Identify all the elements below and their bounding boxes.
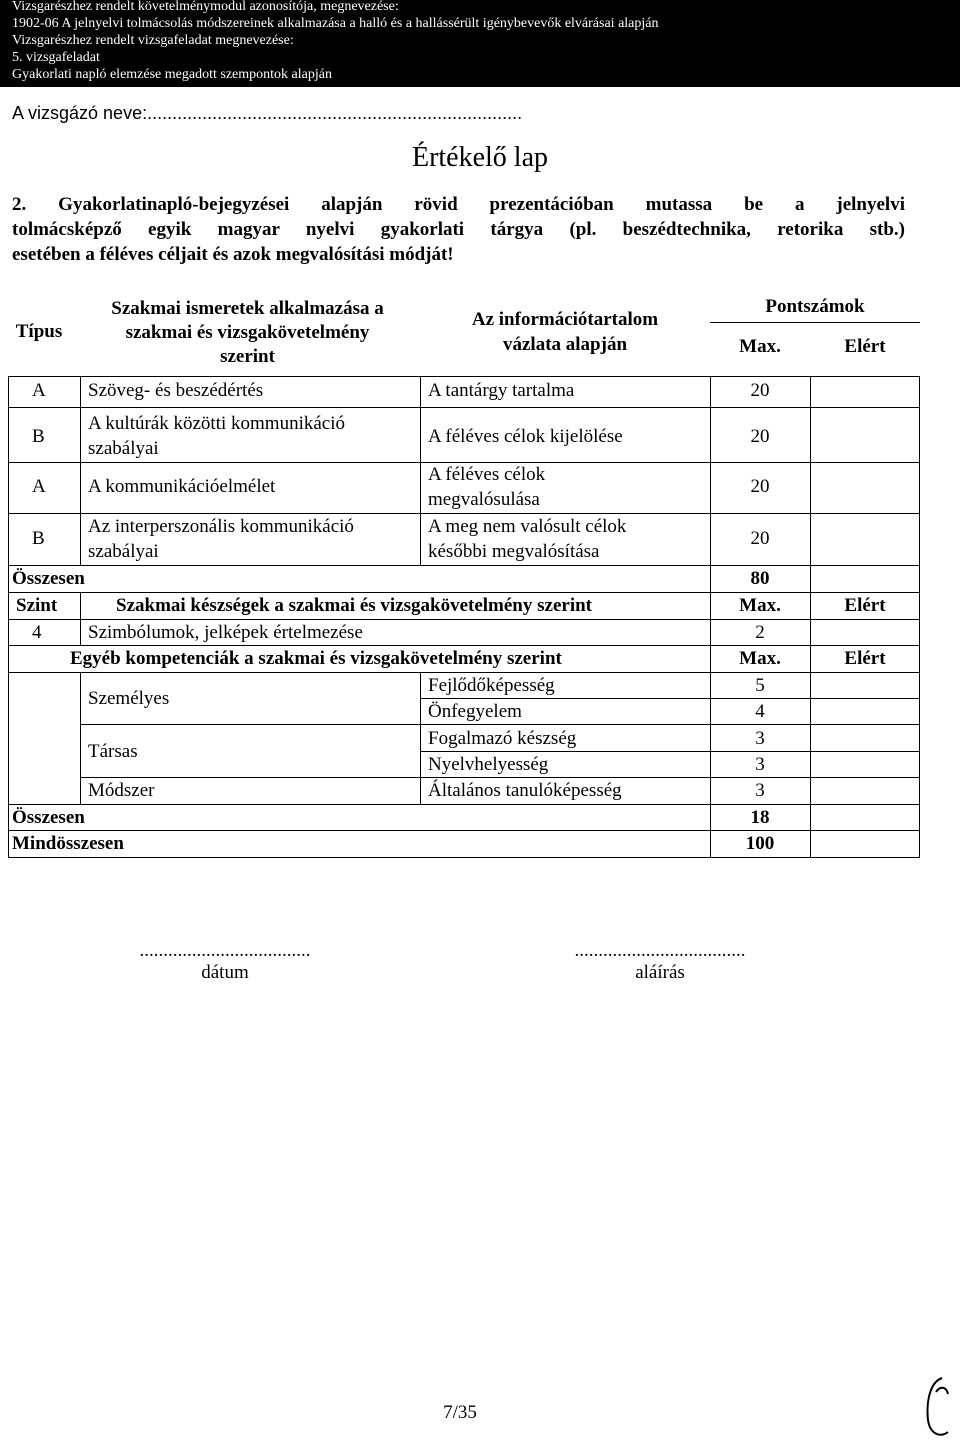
competency-max: 3 [755,754,765,775]
table-rule [420,698,920,699]
table-rule [80,672,81,804]
competency-max: 3 [755,728,765,749]
date-label: dátum [201,962,249,983]
subtotal-label: Összesen [12,568,85,589]
table-rule [8,565,920,566]
table-rule [80,724,920,725]
col-header-max: Max. [739,336,781,357]
subtotal-max: 18 [750,807,770,828]
col-header-info-line: Az információtartalom [471,309,659,330]
table-rule [8,619,920,620]
task-line: 2. Gyakorlatinapló-bejegyzései alapján rövid prezentációban mutassa be a jelnyelvi [12,194,905,215]
competency-group: Társas [88,741,138,762]
row-type: A [32,380,46,401]
skills-level: 4 [32,622,42,643]
row-info: A meg nem valósult célok [428,516,627,537]
other-achieved-header: Elért [844,648,886,669]
skills-level-header: Szint [16,595,58,616]
table-rule [8,513,920,514]
task-line: tolmácsképző egyik magyar nyelvi gyakorlati tárgya (pl. beszédtechnika, retorika stb.) [12,219,905,240]
competency-item: Fejlődőképesség [428,675,555,696]
header-line: Gyakorlati napló elemzése megadott szempontok alapján [12,67,332,82]
table-rule [420,672,421,804]
row-type: B [32,528,45,549]
header-line: Vizsgarészhez rendelt vizsgafeladat megnevezése: [12,33,294,48]
row-skill: szabályai [88,541,159,562]
col-header-skills-line: szakmai és vizsgakövetelmény [125,322,370,343]
skills-achieved-header: Elért [844,595,886,616]
table-rule [919,376,920,858]
row-max: 20 [750,476,770,497]
candidate-name-line: A vizsgázó neve:........................................................................... [12,103,523,123]
table-rule [810,376,811,858]
signature-dots: .................................... [574,940,746,961]
competency-max: 3 [755,780,765,801]
row-info: A tantárgy tartalma [428,380,575,401]
page-number: 7/35 [443,1402,477,1423]
col-header-skills-line: Szakmai ismeretek alkalmazása a [111,298,384,319]
header-line: Vizsgarészhez rendelt követelménymodul azonosítója, megnevezése: [12,0,399,14]
row-skill: Az interperszonális kommunikáció [88,516,354,537]
col-header-points: Pontszámok [765,296,865,317]
col-header-info-line: vázlata alapján [502,334,628,355]
table-rule [8,645,920,646]
row-skill: Szöveg- és beszédértés [88,380,264,401]
table-rule [8,857,920,858]
competency-item: Fogalmazó készség [428,728,577,749]
row-max: 20 [750,426,770,447]
header-line: 1902-06 A jelnyelvi tolmácsolás módszereinek alkalmazása a halló és a hallássérült igénybevevők elvárásai alapján [12,16,659,31]
table-rule [420,376,421,565]
table-rule [8,376,9,858]
row-skill: szabályai [88,438,159,459]
row-info: A féléves célok kijelölése [428,426,623,447]
row-info: későbbi megvalósítása [428,541,600,562]
table-rule [8,672,920,673]
signature-label: aláírás [635,962,685,983]
table-rule [8,407,920,408]
other-max-header: Max. [739,648,781,669]
table-rule [8,592,920,593]
handwritten-signature-icon [918,1372,958,1442]
task-line: esetében a féléves céljait és azok megvalósítási módját! [12,244,454,265]
date-dots: .................................... [139,940,311,961]
competency-item: Önfegyelem [428,701,522,722]
col-header-achieved: Elért [844,336,886,357]
table-rule [710,376,711,858]
task-description [12,192,905,267]
table-rule [8,804,920,805]
competency-max: 5 [755,675,765,696]
row-type: B [32,426,45,447]
other-title-header: Egyéb kompetenciák a szakmai és vizsgakövetelmény szerint [70,648,562,669]
row-info: A féléves célok [428,464,546,485]
row-type: A [32,476,46,497]
document-header [0,0,960,87]
row-max: 20 [750,380,770,401]
total-label: Mindösszesen [12,833,124,854]
subtotal-max: 80 [750,568,770,589]
table-rule [8,830,920,831]
table-rule [8,376,920,377]
skills-max-header: Max. [739,595,781,616]
competency-item: Általános tanulóképesség [428,780,622,801]
header-line: 5. vizsgafeladat [12,50,100,65]
row-max: 20 [750,528,770,549]
competency-max: 4 [755,701,765,722]
table-rule [8,462,920,463]
table-rule [80,376,81,565]
col-header-type: Típus [15,321,63,342]
table-rule [420,751,920,752]
skills-max: 2 [755,622,765,643]
row-skill: A kultúrák közötti kommunikáció [88,413,345,434]
total-max: 100 [745,833,775,854]
row-info: megvalósulása [428,489,540,510]
skills-title-header: Szakmai készségek a szakmai és vizsgakövetelmény szerint [116,595,592,616]
competency-group: Személyes [88,688,170,709]
col-header-skills-line: szerint [220,346,275,367]
skills-label: Szimbólumok, jelképek értelmezése [88,622,363,643]
table-rule [80,777,920,778]
table-rule [710,322,920,323]
competency-item: Nyelvhelyesség [428,754,549,775]
page-title: Értékelő lap [411,142,549,173]
row-skill: A kommunikációelmélet [88,476,276,497]
competency-group: Módszer [88,780,155,801]
table-rule [80,592,81,645]
subtotal-label: Összesen [12,807,85,828]
